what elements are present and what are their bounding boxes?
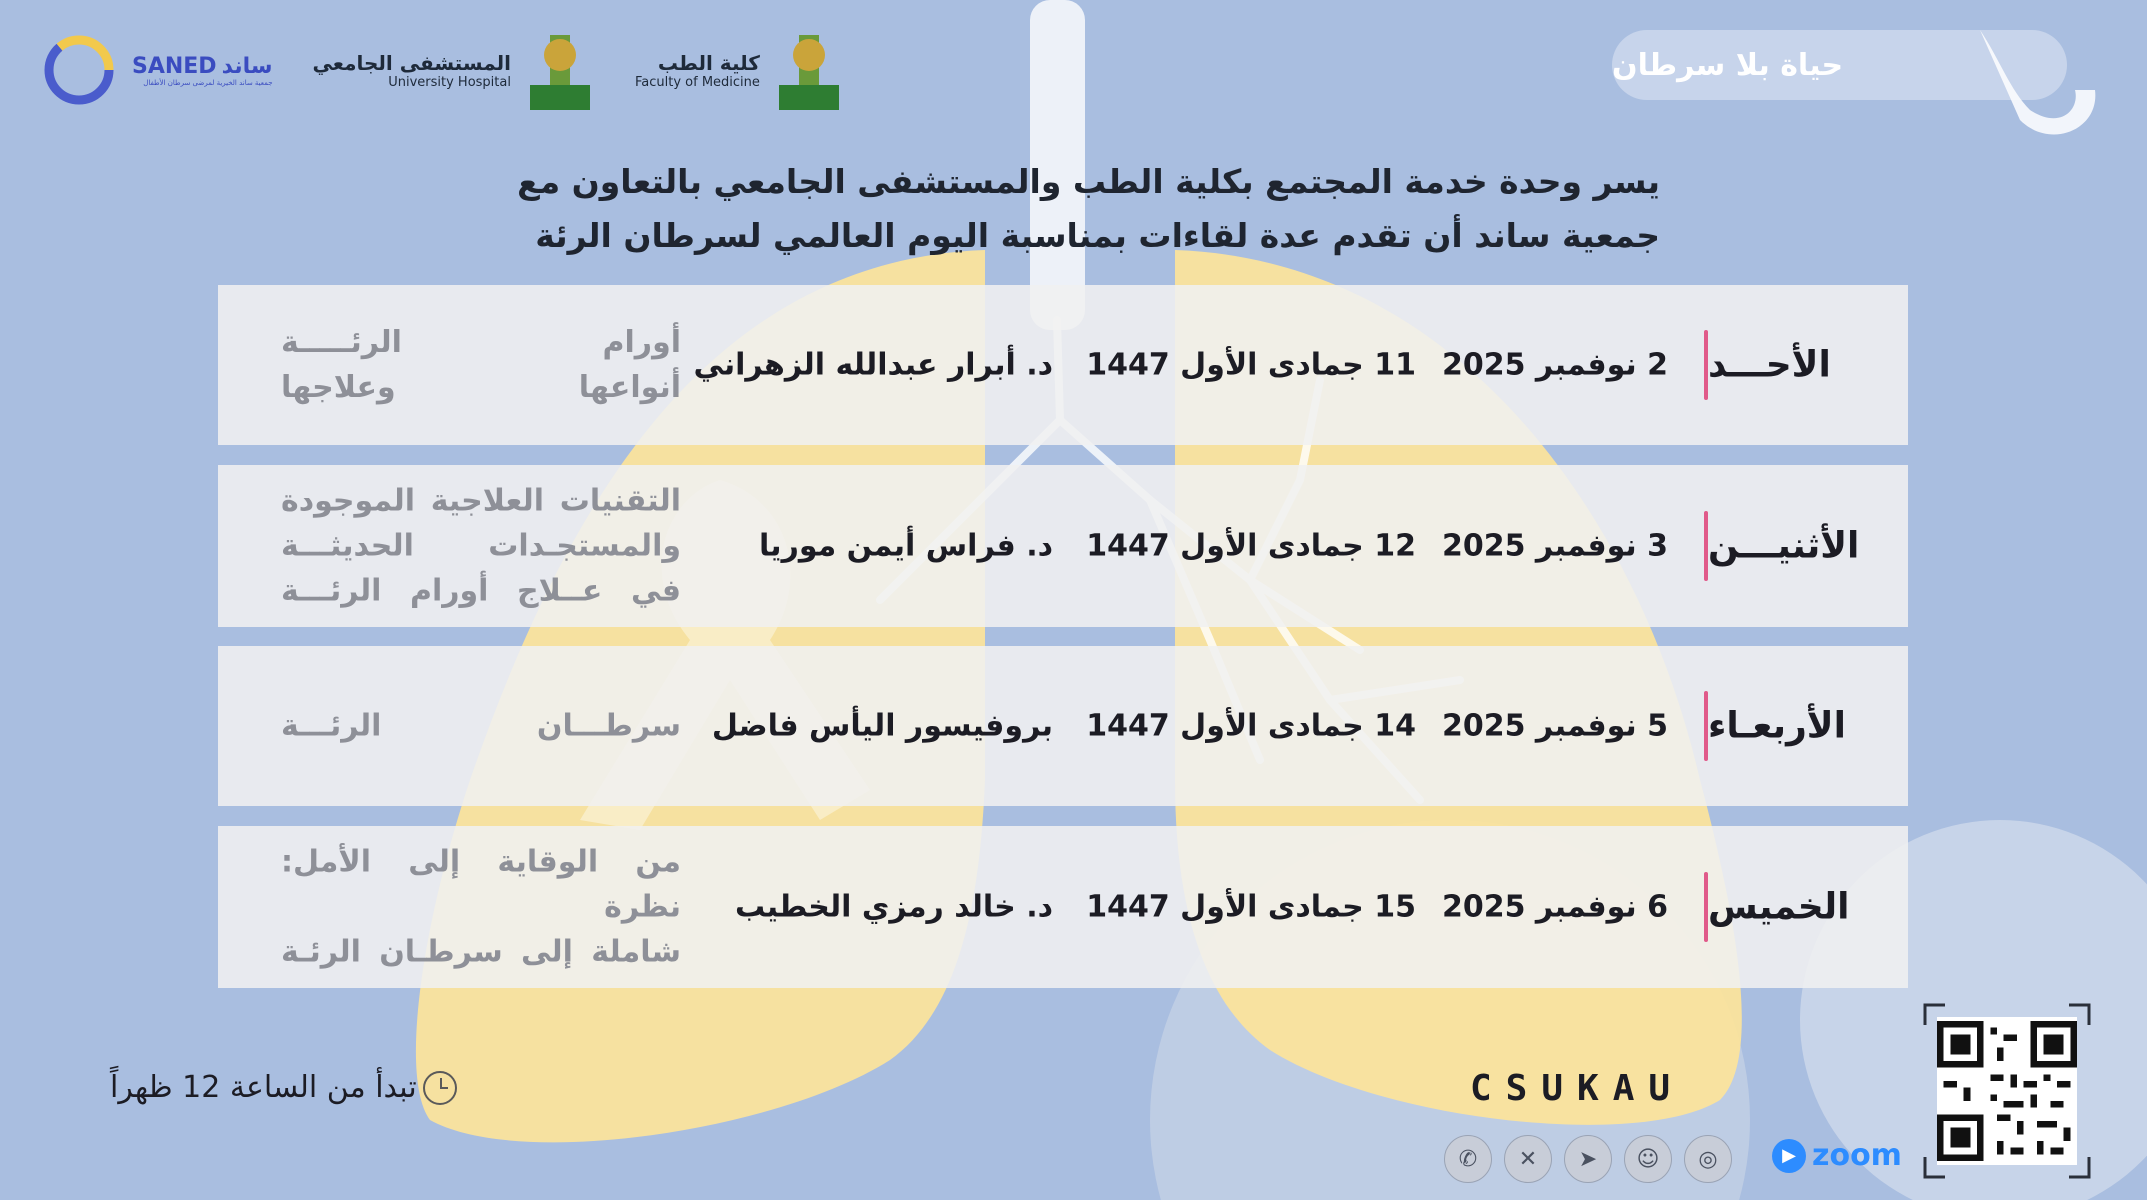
session-date: 2 نوفمبر 2025 (1441, 347, 1668, 383)
saned-ring-icon (40, 31, 118, 109)
session-row (218, 465, 1908, 627)
session-date: 5 نوفمبر 2025 (1441, 708, 1668, 744)
social-icons (1444, 1135, 1732, 1183)
topic-line: شاملة إلى سرطـان الرئـة (281, 934, 681, 970)
session-speaker: بروفيسور اليأس فاضل (711, 708, 1053, 744)
snapchat-icon[interactable]: ☺ (1624, 1135, 1672, 1183)
faculty-name-ar: كلية الطب (657, 50, 760, 75)
session-topic (281, 840, 681, 975)
accent-divider (1704, 511, 1708, 581)
session-date: 3 نوفمبر 2025 (1441, 528, 1668, 564)
session-speaker: د. أبرار عبدالله الزهراني (693, 347, 1053, 383)
topic-line: أنواعها وعلاجها (281, 370, 681, 405)
accent-divider (1704, 872, 1708, 942)
saned-name-en: SANED (132, 53, 217, 79)
campaign-badge (1612, 30, 2067, 100)
clock-icon (423, 1071, 457, 1105)
hospital-name-ar: المستشفى الجامعي (312, 50, 511, 75)
hospital-logo (313, 25, 595, 115)
social-handle: CSUKAU (1470, 1068, 1685, 1109)
telegram-icon[interactable]: ➤ (1564, 1135, 1612, 1183)
qr-pattern (1937, 1017, 2077, 1165)
intro-line-2: جمعية ساند أن تقدم عدة لقاءات بمناسبة اليوم العالمي لسرطان الرئة (535, 216, 1660, 255)
session-hijri-date: 12 جمادى الأول 1447 (1086, 528, 1416, 564)
session-day: الأثنيـــن (1708, 525, 1860, 567)
session-hijri-date: 15 جمادى الأول 1447 (1086, 889, 1416, 925)
faculty-logo (635, 25, 844, 115)
session-topic (281, 320, 681, 410)
zoom-label: zoom (1812, 1138, 1902, 1173)
session-topic (281, 479, 681, 614)
accent-divider (1704, 691, 1708, 761)
session-hijri-date: 14 جمادى الأول 1447 (1086, 708, 1416, 744)
saned-name-ar: ساند (221, 53, 273, 79)
session-row (218, 646, 1908, 806)
session-topic (281, 704, 681, 749)
session-row (218, 285, 1908, 445)
zoom-logo (1772, 1138, 1902, 1173)
session-speaker: د. فراس أيمن موريا (759, 528, 1053, 564)
session-date: 6 نوفمبر 2025 (1441, 889, 1668, 925)
zoom-camera-icon: ▶ (1772, 1139, 1806, 1173)
partner-logos (40, 25, 844, 115)
accent-divider (1704, 330, 1708, 400)
topic-line: سرطـــان الرئـــة (281, 708, 681, 744)
qr-code[interactable] (1923, 1003, 2091, 1179)
topic-line: في عــلاج أورام الرئـــة (281, 573, 681, 609)
topic-line: التقنيات العلاجية الموجودة (281, 483, 681, 519)
kau-emblem-icon (774, 25, 844, 115)
session-hijri-date: 11 جمادى الأول 1447 (1086, 347, 1416, 383)
session-day: الأربعـاء (1708, 705, 1846, 747)
hospital-name-en: University Hospital (388, 74, 511, 90)
session-day: الأحـــد (1708, 344, 1831, 386)
intro-line-1: يسر وحدة خدمة المجتمع بكلية الطب والمستشفى الجامعي بالتعاون مع (517, 162, 1660, 201)
session-row (218, 826, 1908, 988)
topic-line: من الوقاية إلى الأمل: نظرة (281, 844, 681, 925)
start-time (110, 1070, 457, 1105)
session-speaker: د. خالد رمزي الخطيب (734, 889, 1053, 925)
topic-line: أورام الرئـــــة (281, 325, 681, 360)
saned-logo (40, 31, 273, 109)
instagram-icon[interactable]: ◎ (1684, 1135, 1732, 1183)
kau-emblem-icon (525, 25, 595, 115)
start-time-text: تبدأ من الساعة 12 ظهراً (110, 1070, 417, 1105)
topic-line: والمستجـدات الحديثـــة (281, 528, 681, 564)
faculty-name-en: Faculty of Medicine (634, 74, 760, 90)
saned-subtitle: جمعية ساند الخيرية لمرضى سرطان الأطفال (143, 78, 273, 87)
whatsapp-icon[interactable]: ✆ (1444, 1135, 1492, 1183)
campaign-slogan: حياة بلا سرطان (1612, 47, 1844, 83)
intro-text (360, 155, 1660, 263)
x-icon[interactable]: ✕ (1504, 1135, 1552, 1183)
session-day: الخميس (1708, 886, 1850, 928)
